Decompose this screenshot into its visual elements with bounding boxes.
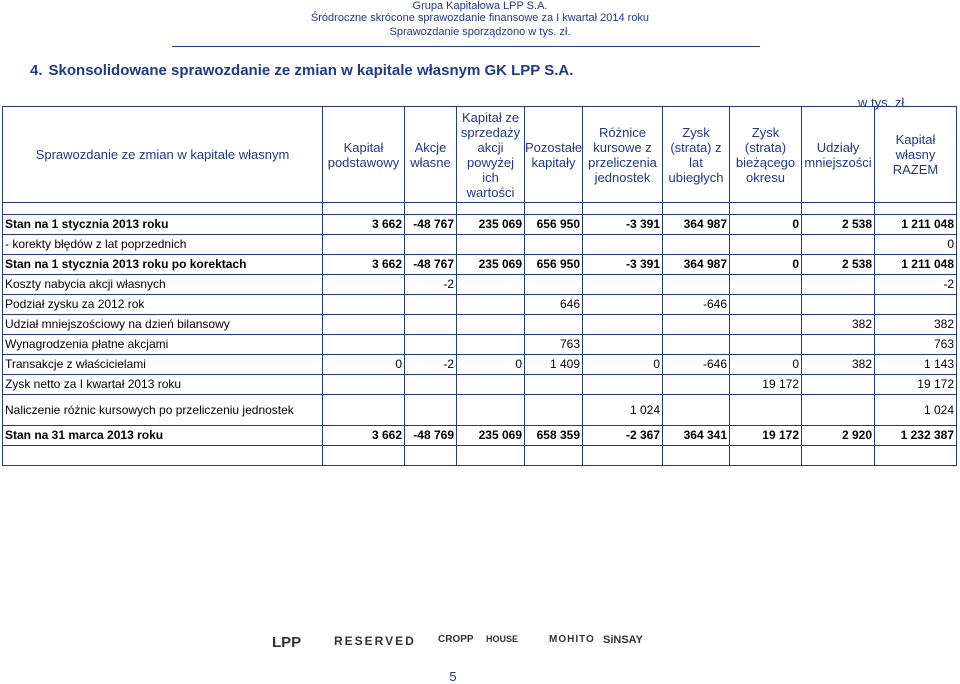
table-cell: 3 662 xyxy=(323,426,405,446)
row-label: Koszty nabycia akcji własnych xyxy=(3,275,323,295)
page-number: 5 xyxy=(449,669,457,684)
column-header: Kapitał podstawowy xyxy=(323,107,405,203)
table-row xyxy=(3,355,957,375)
column-header: Pozostałe kapitały xyxy=(525,107,583,203)
table-cell xyxy=(405,295,457,315)
table-row xyxy=(3,215,957,235)
table-cell xyxy=(525,315,583,335)
table-cell xyxy=(802,235,875,255)
table-row xyxy=(3,255,957,275)
table-cell: 1 409 xyxy=(525,355,583,375)
table-cell: 0 xyxy=(457,355,525,375)
table-cell: 1 232 387 xyxy=(875,426,957,446)
table-cell: 0 xyxy=(730,255,802,275)
table-cell xyxy=(730,395,802,426)
table-cell: -646 xyxy=(663,355,730,375)
table-cell xyxy=(663,235,730,255)
table-cell: 3 662 xyxy=(323,255,405,275)
row-label: Stan na 1 stycznia 2013 roku xyxy=(3,215,323,235)
row-label: Naliczenie różnic kursowych po przeliczeniu jednostek xyxy=(3,395,323,426)
brand-logos xyxy=(0,634,960,658)
table-cell: 235 069 xyxy=(457,426,525,446)
table-cell: 19 172 xyxy=(730,375,802,395)
table-cell xyxy=(802,375,875,395)
table-cell: 1 211 048 xyxy=(875,255,957,275)
table-cell xyxy=(583,275,663,295)
table-cell: 0 xyxy=(583,355,663,375)
table-cell xyxy=(405,335,457,355)
table-cell xyxy=(583,235,663,255)
table-cell: -48 769 xyxy=(405,426,457,446)
table-cell: 763 xyxy=(875,335,957,355)
table-row xyxy=(3,295,957,315)
brand-logo: LPP xyxy=(272,634,302,651)
equity-changes-table xyxy=(2,106,957,466)
section-title: Skonsolidowane sprawozdanie ze zmian w kapitale własnym GK LPP S.A. xyxy=(48,62,574,79)
table-cell xyxy=(730,335,802,355)
table-cell xyxy=(525,275,583,295)
row-label: Udział mniejszościowy na dzień bilansowy xyxy=(3,315,323,335)
column-header: Kapitał własny RAZEM xyxy=(875,107,957,203)
row-label: Stan na 31 marca 2013 roku xyxy=(3,426,323,446)
table-cell xyxy=(457,275,525,295)
table-cell: 658 359 xyxy=(525,426,583,446)
table-header-row xyxy=(3,107,957,203)
table-cell xyxy=(663,395,730,426)
table-cell: 382 xyxy=(802,355,875,375)
table-row xyxy=(3,275,957,295)
table-cell xyxy=(730,295,802,315)
table-cell xyxy=(323,295,405,315)
table-cell xyxy=(457,295,525,315)
table-cell xyxy=(663,335,730,355)
table-cell xyxy=(323,275,405,295)
table-cell xyxy=(323,235,405,255)
table-cell: -646 xyxy=(663,295,730,315)
table-cell xyxy=(525,395,583,426)
table-cell xyxy=(663,315,730,335)
table-row xyxy=(3,315,957,335)
header-divider xyxy=(172,46,760,47)
section-heading xyxy=(30,62,573,79)
table-cell: -48 767 xyxy=(405,255,457,275)
table-cell xyxy=(730,275,802,295)
table-cell: 382 xyxy=(875,315,957,335)
column-header: Kapitał ze sprzedaży akcji powyżej ich wartości xyxy=(457,107,525,203)
table-cell xyxy=(457,335,525,355)
table-cell xyxy=(730,235,802,255)
units-label: w tys. zł. xyxy=(858,95,908,110)
table-cell xyxy=(405,395,457,426)
table-row xyxy=(3,395,957,426)
table-cell xyxy=(802,395,875,426)
table-cell: 364 341 xyxy=(663,426,730,446)
table-cell: 382 xyxy=(802,315,875,335)
table-cell xyxy=(583,375,663,395)
table-cell: 2 920 xyxy=(802,426,875,446)
table-cell: -3 391 xyxy=(583,215,663,235)
table-cell: 646 xyxy=(525,295,583,315)
table-cell xyxy=(583,315,663,335)
table-cell xyxy=(323,335,405,355)
table-cell: 1 211 048 xyxy=(875,215,957,235)
table-cell xyxy=(663,275,730,295)
table-row xyxy=(3,235,957,255)
table-cell: -2 xyxy=(405,275,457,295)
column-header: Zysk (strata) z lat ubiegłych xyxy=(663,107,730,203)
table-cell: 2 538 xyxy=(802,255,875,275)
table-cell xyxy=(457,235,525,255)
table-cell xyxy=(583,335,663,355)
row-label: Transakcje z właścicielami xyxy=(3,355,323,375)
table-cell xyxy=(875,295,957,315)
table-cell: 656 950 xyxy=(525,215,583,235)
table-cell: 1 024 xyxy=(875,395,957,426)
table-row xyxy=(3,335,957,355)
table-row xyxy=(3,426,957,446)
table-cell: 0 xyxy=(875,235,957,255)
table-cell: 235 069 xyxy=(457,215,525,235)
table-cell: 1 143 xyxy=(875,355,957,375)
table-cell xyxy=(323,395,405,426)
table-cell: 656 950 xyxy=(525,255,583,275)
table-cell xyxy=(323,315,405,335)
row-label: - korekty błędów z lat poprzednich xyxy=(3,235,323,255)
table-cell xyxy=(405,375,457,395)
table-cell xyxy=(802,275,875,295)
table-cell xyxy=(802,295,875,315)
table-cell: 235 069 xyxy=(457,255,525,275)
table-cell: -3 391 xyxy=(583,255,663,275)
brand-logo: CROPP xyxy=(438,634,474,645)
brand-logo: RESERVED xyxy=(334,634,416,648)
row-label: Stan na 1 stycznia 2013 roku po korektach xyxy=(3,255,323,275)
table-cell: 0 xyxy=(730,215,802,235)
table-cell: 0 xyxy=(730,355,802,375)
row-label: Wynagrodzenia płatne akcjami xyxy=(3,335,323,355)
table-cell xyxy=(323,375,405,395)
header-report-title: Śródroczne skrócone sprawozdanie finansowe za I kwartał 2014 roku xyxy=(310,12,650,24)
header-company: Grupa Kapitałowa LPP S.A. xyxy=(412,0,548,12)
table-cell xyxy=(663,375,730,395)
brand-logo: HOUSE xyxy=(486,634,519,644)
table-cell xyxy=(802,335,875,355)
table-cell xyxy=(457,375,525,395)
table-cell: 364 987 xyxy=(663,215,730,235)
column-header: Sprawozdanie ze zmian w kapitale własnym xyxy=(3,107,323,203)
table-spacer-row xyxy=(3,203,957,215)
column-header: Zysk (strata) bieżącego okresu xyxy=(730,107,802,203)
table-cell xyxy=(405,315,457,335)
table-cell: 19 172 xyxy=(730,426,802,446)
table-cell xyxy=(525,375,583,395)
brand-logo: SiNSAY xyxy=(603,634,643,646)
table-cell: 1 024 xyxy=(583,395,663,426)
table-empty-row xyxy=(3,446,957,466)
table-cell: 763 xyxy=(525,335,583,355)
table-cell: 19 172 xyxy=(875,375,957,395)
table-cell xyxy=(405,235,457,255)
row-label: Zysk netto za I kwartał 2013 roku xyxy=(3,375,323,395)
column-header: Różnice kursowe z przeliczenia jednostek xyxy=(583,107,663,203)
table-cell xyxy=(457,315,525,335)
table-cell xyxy=(583,295,663,315)
column-header: Akcje własne xyxy=(405,107,457,203)
table-cell: -2 367 xyxy=(583,426,663,446)
table-cell: 364 987 xyxy=(663,255,730,275)
table-cell: 2 538 xyxy=(802,215,875,235)
column-header: Udziały mniejszości xyxy=(802,107,875,203)
header-currency-note: Sprawozdanie sporządzono w tys. zł. xyxy=(389,26,571,38)
table-cell xyxy=(525,235,583,255)
table-cell: -2 xyxy=(405,355,457,375)
table-cell xyxy=(457,395,525,426)
table-cell: 0 xyxy=(323,355,405,375)
row-label: Podział zysku za 2012 rok xyxy=(3,295,323,315)
section-number: 4. xyxy=(30,62,43,79)
table-row xyxy=(3,375,957,395)
table-cell: -2 xyxy=(875,275,957,295)
table-cell xyxy=(730,315,802,335)
brand-logo: MOHITO xyxy=(549,634,595,645)
table-cell: 3 662 xyxy=(323,215,405,235)
table-cell: -48 767 xyxy=(405,215,457,235)
